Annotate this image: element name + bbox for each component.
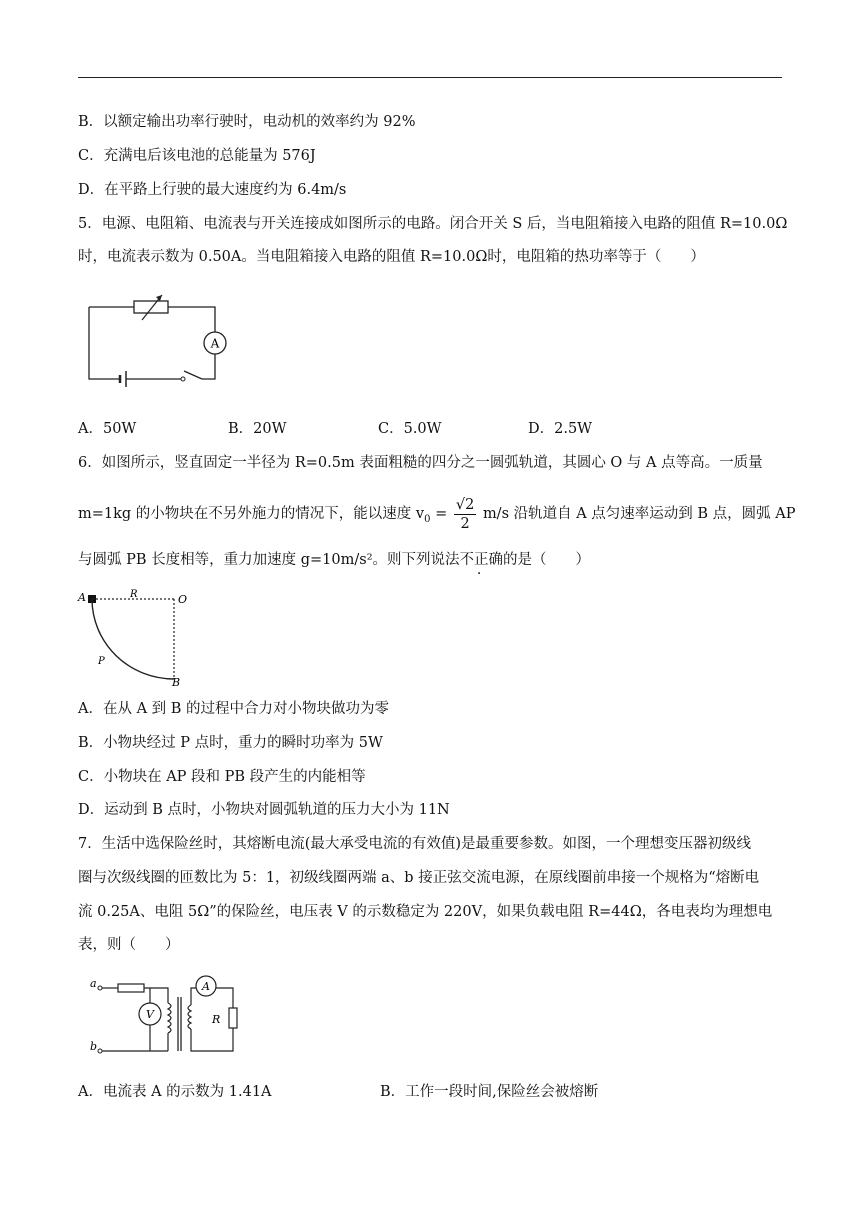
q4-option-d: D．在平路上行驶的最大速度约为 6.4m/s [78,182,347,198]
q7-option-a: A．电流表 A 的示数为 1.41A [78,1084,272,1100]
q6-stem-line2 [78,494,796,540]
q7-resistor-label: R [212,1013,221,1026]
q6-label-r: R [130,589,138,600]
q6-option-c: C．小物块在 AP 段和 PB 段产生的内能相等 [78,769,366,785]
q6-option-b: B．小物块经过 P 点时，重力的瞬时功率为 5W [78,735,383,751]
q5-option-c: C．5.0W [378,421,442,437]
q6-label-b: B [172,676,181,689]
q6-velocity-fraction [454,496,476,533]
q6-label-p: P [98,656,105,667]
q7-terminal-b: b [90,1040,98,1053]
q7-stem-line3: 流 0.25A、电阻 5Ω”的保险丝，电压表 V 的示数稳定为 220V，如果负载电阻 R=44Ω，各电表均为理想电 [78,904,773,920]
q7-load-resistor [229,1008,237,1028]
q7-stem-line2: 圈与次级线圈的匝数比为 5：1，初级线圈两端 a、b 接正弦交流电源，在原线圈前串接一个规格为“熔断电 [78,870,760,886]
q6-v0-subscript: 0 [424,513,431,525]
q7-fuse [118,984,144,992]
q6-fraction-denominator: 2 [460,515,470,532]
q5-option-d: D．2.5W [528,421,593,437]
q7-option-b: B．工作一段时间,保险丝会被熔断 [380,1084,599,1100]
q6-stem-line2-a: m=1kg 的小物块在不另外施力的情况下，能以速度 v [78,506,425,522]
q6-arc-track-diagram [78,588,198,688]
q7-stem-line4: 表，则（ ） [78,937,180,953]
q7-stem-line1: 7．生活中选保险丝时，其熔断电流(最大承受电流的有效值)是最重要参数。如图，一个理想变压器初级线 [78,836,752,852]
q5-option-b: B．20W [228,421,287,437]
header-rule [78,77,782,78]
q5-circuit-diagram [84,292,244,392]
q4-option-b: B．以额定输出功率行驶时，电动机的效率约为 92% [78,114,416,130]
q6-stem-line2-b: m/s 沿轨道自 A 点匀速率运动到 B 点，圆弧 AP [482,506,796,522]
q4-option-c: C．充满电后该电池的总能量为 576J [78,148,316,164]
q6-stem-line3-b: 的是（ ） [503,552,591,568]
q5-stem-line2: 时，电流表示数为 0.50A。当电阻箱接入电路的阻值 R=10.0Ω时，电阻箱的热功率等于（ ） [78,249,705,265]
q6-label-a: A [78,591,86,604]
q6-stem-line3 [78,550,590,570]
q6-label-o: O [178,593,188,606]
q5-ammeter-label: A [210,336,220,351]
q6-equals: = [435,506,448,522]
q7-terminal-a: a [90,977,97,990]
q6-option-a: A．在从 A 到 B 的过程中合力对小物块做功为零 [78,701,390,717]
q5-stem-line1: 5．电源、电阻箱、电流表与开关连接成如图所示的电路。闭合开关 S 后，当电阻箱接入电路的阻值 R=10.0Ω [78,216,788,232]
q7-transformer-diagram [88,973,248,1063]
q5-option-a: A．50W [78,421,137,437]
q6-stem-line1: 6．如图所示，竖直固定一半径为 R=0.5m 表面粗糙的四分之一圆弧轨道，其圆心 O 与 A 点等高。一质量 [78,455,763,471]
q6-emphasis-not-correct: 不正确 [459,552,504,568]
q7-voltmeter-label: V [146,1008,154,1021]
q6-option-d: D．运动到 B 点时，小物块对圆弧轨道的压力大小为 11N [78,802,450,818]
q6-stem-line3-a: 与圆弧 PB 长度相等，重力加速度 g=10m/s²。则下列说法 [78,552,460,568]
q7-ammeter-label: A [202,980,210,993]
q6-fraction-numerator: √2 [455,496,475,513]
